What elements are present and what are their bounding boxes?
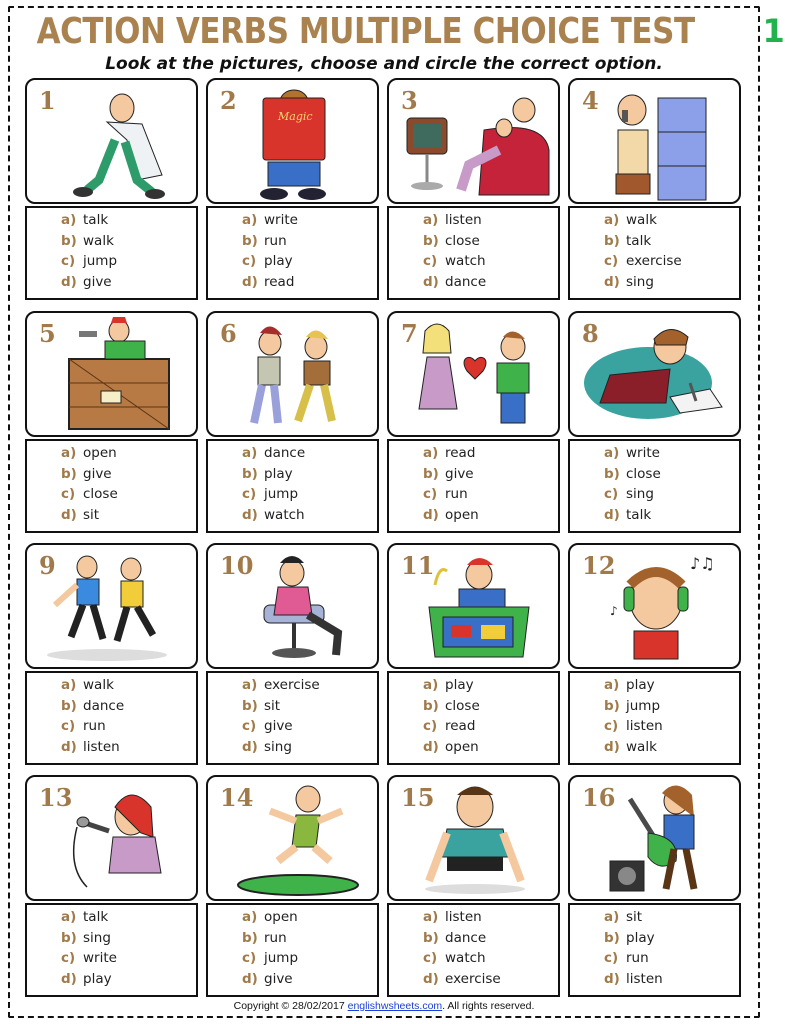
option-word: open	[445, 506, 479, 523]
option-word: listen	[626, 718, 663, 734]
option-letter: a)	[61, 212, 77, 228]
question-number: 1	[39, 86, 56, 115]
option-letter: c)	[61, 486, 76, 502]
option-word: listen	[445, 909, 482, 925]
option-letter: a)	[61, 445, 77, 461]
question-number: 14	[220, 783, 254, 812]
option-word: talk	[83, 909, 109, 925]
answer-option[interactable]	[604, 739, 739, 760]
copyright-suffix: . All rights reserved.	[442, 1000, 535, 1012]
question-number: 2	[220, 86, 237, 115]
picture-box	[568, 78, 741, 204]
question-number: 9	[39, 551, 56, 580]
option-word: close	[445, 232, 480, 249]
option-word: listen	[445, 212, 482, 228]
answer-option[interactable]	[604, 971, 739, 992]
answer-option[interactable]	[423, 507, 558, 528]
options-box	[387, 206, 560, 300]
answer-option[interactable]	[61, 971, 196, 992]
answer-option[interactable]	[604, 486, 739, 507]
picture-box	[206, 78, 379, 204]
answer-option[interactable]	[423, 486, 558, 507]
option-word: give	[264, 718, 293, 734]
option-letter: d)	[604, 506, 620, 523]
option-letter: d)	[61, 738, 77, 755]
picture-box	[25, 311, 198, 437]
option-word: give	[445, 465, 474, 482]
option-letter: b)	[61, 465, 77, 482]
picture-box	[568, 543, 741, 669]
option-letter: c)	[242, 950, 257, 966]
answer-option[interactable]	[61, 253, 196, 274]
option-word: jump	[264, 486, 299, 502]
option-letter: d)	[604, 273, 620, 290]
option-letter: a)	[604, 212, 620, 228]
option-word: dance	[264, 445, 306, 461]
option-word: run	[264, 929, 287, 946]
answer-option[interactable]	[242, 253, 377, 274]
answer-option[interactable]	[61, 507, 196, 528]
options-box	[387, 439, 560, 533]
answer-option[interactable]	[242, 212, 377, 233]
option-word: play	[626, 929, 655, 946]
question-number: 5	[39, 319, 56, 348]
option-letter: c)	[604, 253, 619, 269]
option-letter: c)	[604, 486, 619, 502]
option-word: close	[83, 486, 118, 502]
option-letter: b)	[604, 697, 620, 714]
option-letter: b)	[604, 465, 620, 482]
answer-option[interactable]	[242, 739, 377, 760]
option-letter: c)	[423, 486, 438, 502]
option-word: exercise	[264, 677, 320, 693]
option-word: read	[445, 445, 476, 461]
option-letter: b)	[242, 929, 258, 946]
option-letter: d)	[423, 738, 439, 755]
answer-option[interactable]	[242, 233, 377, 254]
option-word: read	[264, 273, 295, 290]
answer-option[interactable]	[61, 718, 196, 739]
option-word: play	[264, 465, 293, 482]
option-letter: d)	[61, 273, 77, 290]
option-letter: b)	[61, 929, 77, 946]
options-box	[25, 671, 198, 765]
option-word: watch	[445, 253, 486, 269]
options-box	[387, 671, 560, 765]
svg-text:Magic: Magic	[278, 110, 313, 123]
answer-option[interactable]	[604, 950, 739, 971]
option-letter: c)	[423, 950, 438, 966]
answer-option[interactable]	[423, 718, 558, 739]
option-letter: c)	[423, 718, 438, 734]
answer-option[interactable]	[61, 445, 196, 466]
picture-box	[25, 775, 198, 901]
option-word: jump	[83, 253, 118, 269]
instructions: Look at the pictures, choose and circle the correct option.	[105, 54, 663, 74]
option-word: play	[264, 253, 293, 269]
option-letter: c)	[604, 950, 619, 966]
option-letter: c)	[242, 718, 257, 734]
option-word: exercise	[626, 253, 682, 269]
options-box	[387, 903, 560, 997]
answer-option[interactable]	[242, 698, 377, 719]
option-letter: b)	[242, 465, 258, 482]
answer-option[interactable]	[423, 739, 558, 760]
options-box	[25, 439, 198, 533]
option-letter: d)	[242, 738, 258, 755]
answer-option[interactable]	[423, 233, 558, 254]
question-number: 7	[401, 319, 418, 348]
option-word: sing	[264, 738, 292, 755]
options-box	[25, 206, 198, 300]
answer-option[interactable]	[242, 718, 377, 739]
option-letter: b)	[242, 232, 258, 249]
picture-box	[568, 311, 741, 437]
answer-option[interactable]	[61, 233, 196, 254]
option-word: open	[445, 738, 479, 755]
site-link[interactable]: englishwsheets.com	[347, 1000, 443, 1012]
option-letter: d)	[604, 738, 620, 755]
answer-option[interactable]	[604, 718, 739, 739]
question-number: 11	[401, 551, 435, 580]
option-letter: b)	[61, 232, 77, 249]
option-word: exercise	[445, 970, 501, 987]
option-word: run	[83, 718, 106, 734]
picture-box	[25, 543, 198, 669]
option-word: write	[626, 445, 660, 461]
answer-option[interactable]	[423, 677, 558, 698]
option-letter: c)	[242, 486, 257, 502]
answer-option[interactable]	[604, 507, 739, 528]
answer-option[interactable]	[61, 486, 196, 507]
option-word: sing	[83, 929, 111, 946]
answer-option[interactable]	[61, 466, 196, 487]
option-letter: b)	[423, 929, 439, 946]
answer-option[interactable]	[242, 486, 377, 507]
answer-option[interactable]	[242, 950, 377, 971]
picture-box	[568, 775, 741, 901]
option-letter: d)	[604, 970, 620, 987]
answer-option[interactable]	[61, 274, 196, 295]
option-letter: a)	[423, 445, 439, 461]
title-row	[24, 8, 785, 54]
option-word: sing	[626, 486, 654, 502]
answer-option[interactable]	[604, 445, 739, 466]
answer-option[interactable]	[604, 466, 739, 487]
option-word: sing	[626, 273, 654, 290]
option-letter: a)	[423, 909, 439, 925]
option-word: sit	[626, 909, 643, 925]
option-letter: b)	[242, 697, 258, 714]
answer-option[interactable]	[242, 274, 377, 295]
answer-option[interactable]	[61, 909, 196, 930]
options-box	[568, 903, 741, 997]
picture-box	[206, 543, 379, 669]
option-letter: a)	[242, 212, 258, 228]
option-letter: c)	[61, 950, 76, 966]
option-letter: a)	[61, 677, 77, 693]
question-number: 12	[582, 551, 616, 580]
answer-option[interactable]	[423, 698, 558, 719]
option-word: open	[264, 909, 298, 925]
option-letter: d)	[242, 970, 258, 987]
picture-box	[387, 775, 560, 901]
question-number: 13	[39, 783, 73, 812]
picture-box	[387, 311, 560, 437]
question-number: 16	[582, 783, 616, 812]
answer-option[interactable]	[604, 909, 739, 930]
answer-option[interactable]	[604, 212, 739, 233]
option-letter: c)	[604, 718, 619, 734]
copyright-footer	[0, 1000, 768, 1012]
option-word: walk	[626, 212, 657, 228]
page-title: ACTION VERBS MULTIPLE CHOICE TEST	[36, 10, 695, 52]
answer-option[interactable]	[423, 909, 558, 930]
answer-option[interactable]	[604, 274, 739, 295]
answer-option[interactable]	[61, 739, 196, 760]
option-letter: b)	[604, 232, 620, 249]
answer-option[interactable]	[604, 677, 739, 698]
option-word: write	[264, 212, 298, 228]
option-word: give	[264, 970, 293, 987]
svg-text:♪: ♪	[610, 604, 618, 618]
copyright-text: Copyright © 28/02/2017	[233, 1000, 345, 1012]
option-word: talk	[626, 232, 652, 249]
option-word: watch	[264, 506, 305, 523]
answer-option[interactable]	[61, 950, 196, 971]
answer-option[interactable]	[242, 507, 377, 528]
option-word: play	[83, 970, 112, 987]
option-word: sit	[83, 506, 100, 523]
option-letter: a)	[242, 677, 258, 693]
answer-option[interactable]	[604, 253, 739, 274]
option-letter: a)	[423, 212, 439, 228]
option-word: listen	[83, 738, 120, 755]
option-word: run	[445, 486, 468, 502]
options-box	[206, 206, 379, 300]
question-number: 3	[401, 86, 418, 115]
option-word: dance	[445, 929, 487, 946]
picture-box	[25, 78, 198, 204]
answer-option[interactable]	[61, 698, 196, 719]
option-word: run	[264, 232, 287, 249]
option-word: talk	[83, 212, 109, 228]
option-letter: a)	[242, 909, 258, 925]
option-word: dance	[83, 697, 125, 714]
option-letter: d)	[423, 273, 439, 290]
option-letter: a)	[423, 677, 439, 693]
answer-option[interactable]	[242, 971, 377, 992]
picture-box	[206, 311, 379, 437]
option-word: close	[626, 465, 661, 482]
answer-option[interactable]	[423, 466, 558, 487]
answer-option[interactable]	[242, 677, 377, 698]
option-word: walk	[83, 232, 114, 249]
question-number: 4	[582, 86, 599, 115]
options-box	[568, 439, 741, 533]
options-box	[568, 206, 741, 300]
option-letter: a)	[61, 909, 77, 925]
option-word: jump	[264, 950, 299, 966]
test-number: 1	[762, 12, 785, 50]
answer-option[interactable]	[423, 971, 558, 992]
option-word: dance	[445, 273, 487, 290]
answer-option[interactable]	[61, 212, 196, 233]
option-letter: d)	[423, 506, 439, 523]
answer-option[interactable]	[242, 445, 377, 466]
option-letter: b)	[423, 697, 439, 714]
question-number: 10	[220, 551, 254, 580]
option-word: open	[83, 445, 117, 461]
answer-option[interactable]	[604, 698, 739, 719]
option-word: jump	[626, 697, 661, 714]
answer-option[interactable]	[423, 950, 558, 971]
option-word: read	[445, 718, 476, 734]
answer-option[interactable]	[242, 466, 377, 487]
options-box	[25, 903, 198, 997]
answer-option[interactable]	[423, 212, 558, 233]
options-box	[568, 671, 741, 765]
option-letter: d)	[423, 970, 439, 987]
option-word: play	[626, 677, 655, 693]
question-number: 15	[401, 783, 435, 812]
answer-option[interactable]	[242, 909, 377, 930]
option-word: close	[445, 697, 480, 714]
option-letter: b)	[61, 697, 77, 714]
picture-box	[387, 78, 560, 204]
option-letter: d)	[242, 506, 258, 523]
picture-box	[206, 775, 379, 901]
answer-option[interactable]	[423, 930, 558, 951]
options-box	[206, 671, 379, 765]
option-letter: b)	[423, 465, 439, 482]
options-box	[206, 439, 379, 533]
option-letter: c)	[61, 253, 76, 269]
option-word: walk	[626, 738, 657, 755]
question-number: 8	[582, 319, 599, 348]
option-letter: c)	[242, 253, 257, 269]
option-letter: c)	[61, 718, 76, 734]
picture-box	[387, 543, 560, 669]
option-letter: a)	[604, 445, 620, 461]
option-letter: a)	[604, 909, 620, 925]
option-word: play	[445, 677, 474, 693]
option-word: run	[626, 950, 649, 966]
answer-option[interactable]	[61, 677, 196, 698]
answer-option[interactable]	[423, 274, 558, 295]
question-number: 6	[220, 319, 237, 348]
svg-text:♪♫: ♪♫	[690, 554, 715, 573]
answer-option[interactable]	[423, 253, 558, 274]
option-letter: d)	[61, 506, 77, 523]
option-letter: d)	[61, 970, 77, 987]
option-letter: a)	[242, 445, 258, 461]
option-word: write	[83, 950, 117, 966]
option-word: watch	[445, 950, 486, 966]
option-letter: d)	[242, 273, 258, 290]
option-word: walk	[83, 677, 114, 693]
answer-option[interactable]	[242, 930, 377, 951]
option-word: give	[83, 273, 112, 290]
option-letter: a)	[604, 677, 620, 693]
options-box	[206, 903, 379, 997]
option-word: talk	[626, 506, 652, 523]
answer-option[interactable]	[604, 233, 739, 254]
option-word: listen	[626, 970, 663, 987]
answer-option[interactable]	[423, 445, 558, 466]
option-word: sit	[264, 697, 281, 714]
option-letter: b)	[604, 929, 620, 946]
answer-option[interactable]	[604, 930, 739, 951]
option-letter: c)	[423, 253, 438, 269]
option-word: give	[83, 465, 112, 482]
option-letter: b)	[423, 232, 439, 249]
answer-option[interactable]	[61, 930, 196, 951]
